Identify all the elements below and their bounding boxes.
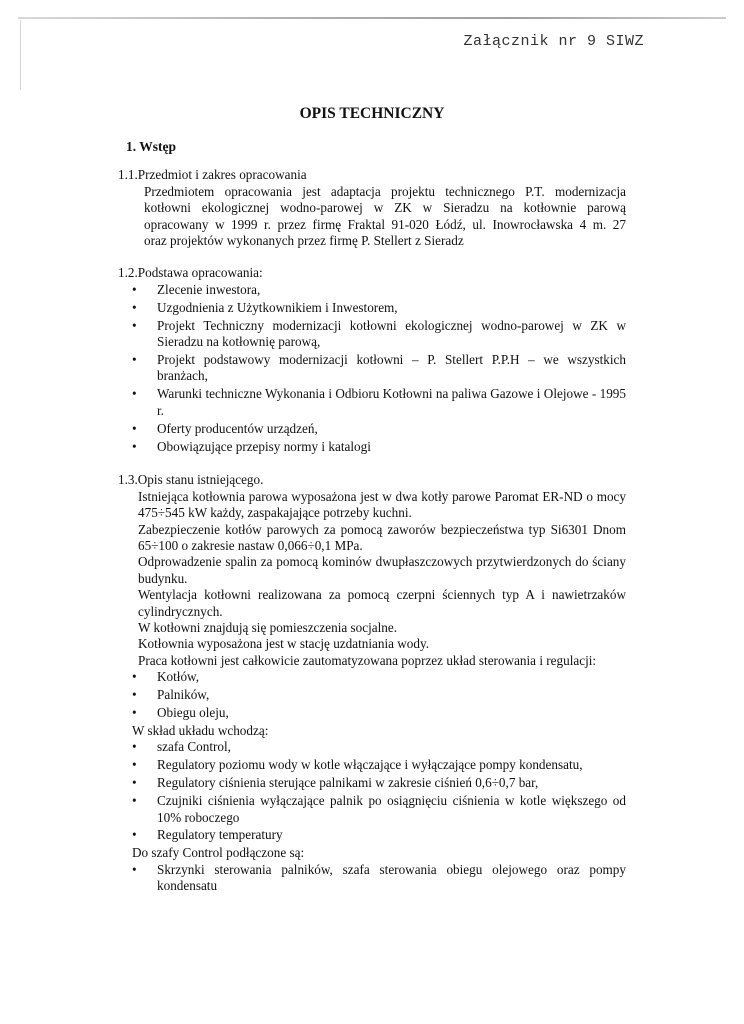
list-item: • Regulatory poziomu wody w kotle włączające i wyłączające pompy kondensatu, (132, 757, 583, 773)
bullet-icon: • (132, 827, 137, 843)
list-item: • Obowiązujące przepisy normy i katalogi (132, 438, 371, 454)
bullet-icon: • (132, 775, 137, 791)
bullet-icon: • (132, 687, 137, 703)
system-list (118, 739, 626, 843)
bullet-icon: • (132, 739, 137, 755)
list-item: • Palników, (132, 687, 210, 703)
scan-edge-left (20, 20, 21, 90)
list-item: • Regulatory temperatury (132, 827, 283, 843)
section-heading-wstep: 1. Wstęp (126, 139, 177, 154)
text-line: oraz projektów wykonanych przez firmę P. Stellert z Sieradz (144, 233, 464, 249)
list-item: • Projekt Techniczny modernizacji kotłowni ekologicznej wodno-parowej w ZK w Sieradzu na kotłownię parową, (132, 317, 626, 350)
subsection-1-1-text (144, 184, 626, 250)
connected-list (118, 862, 626, 895)
paragraph: Istniejąca kotłownia parowa wyposażona jest w dwa kotły parowe Paromat ER-ND o mocy 475÷545 kW każdy, zaspakajające potrzeby kuchni. (138, 488, 626, 521)
bullet-icon: • (132, 351, 137, 367)
bullet-icon: • (132, 317, 137, 333)
bullet-icon: • (132, 861, 137, 877)
list-item: • Kotłów, (132, 669, 200, 685)
paragraph: Kotłownia wyposażona jest w stację uzdatniania wody. (138, 636, 430, 652)
list-item: • Zlecenie inwestora, (132, 281, 261, 297)
text-line: opracowany w 1999 r. przez firmę Fraktal 91-020 Łódź, ul. Inowrocławska 4 m. 27 (144, 216, 626, 232)
attachment-label: Załącznik nr 9 SIWZ (463, 33, 644, 50)
bullet-icon: • (132, 386, 137, 402)
paragraph: Zabezpieczenie kotłów parowych za pomocą zaworów bezpieczeństwa typ Si6301 Dnom 65÷100 o zakresie nastaw 0,066÷0,1 MPa. (138, 521, 626, 554)
bullet-icon: • (132, 281, 137, 297)
paragraph: Praca kotłowni jest całkowicie zautomatyzowana poprzez układ sterowania i regulacji: (138, 652, 597, 668)
connected-intro: Do szafy Control podłączone są: (132, 845, 305, 861)
subsection-heading-1-2: 1.2.Podstawa opracowania: (118, 265, 263, 281)
paragraph: W kotłowni znajdują się pomieszczenia socjalne. (138, 620, 398, 636)
paragraph: Odprowadzenie spalin za pomocą kominów dwupłaszczowych przytwierdzonych do ściany budynku. (138, 554, 626, 586)
basis-list (118, 282, 626, 455)
document-title: OPIS TECHNICZNY (299, 105, 445, 122)
bullet-icon: • (132, 420, 137, 436)
list-item: • Skrzynki sterowania palników, szafa sterowania obiegu olejowego oraz pompy kondensatu (132, 861, 626, 894)
bullet-icon: • (132, 757, 137, 773)
bullet-icon: • (132, 705, 137, 721)
list-item: • Projekt podstawowy modernizacji kotłowni – P. Stellert P.P.H – we wszystkich branżach, (132, 351, 626, 384)
list-item: • Czujniki ciśnienia wyłączające palnik po osiągnięciu ciśnienia w kotle większego od 10% roboczego (132, 793, 626, 825)
text-line: kotłowni ekologicznej wodno-parowej w ZK w Sieradzu na kotłownie parową (144, 200, 626, 216)
bullet-icon: • (132, 299, 137, 315)
list-item: • Warunki techniczne Wykonania i Odbioru Kotłowni na paliwa Gazowe i Olejowe - 1995 r. (132, 386, 626, 418)
paragraph: Wentylacja kotłowni realizowana za pomocą czerpni ściennych typ A i nawietrzaków cylindrycznych. (138, 587, 626, 619)
list-item: • Obiegu oleju, (132, 705, 229, 721)
bullet-icon: • (132, 793, 137, 809)
scan-edge-top (18, 17, 726, 19)
list-item: • Uzgodnienia z Użytkownikiem i Inwestorem, (132, 299, 398, 315)
subsection-heading-1-3: 1.3.Opis stanu istniejącego. (118, 472, 264, 488)
bullet-icon: • (132, 438, 137, 454)
bullet-icon: • (132, 669, 137, 685)
text-line: Przedmiotem opracowania jest adaptacja projektu technicznego P.T. modernizacja (144, 183, 626, 199)
list-item: • Regulatory ciśnienia sterujące palnikami w zakresie ciśnień 0,6÷0,7 bar, (132, 775, 539, 791)
document-body (118, 139, 626, 896)
list-item: • Oferty producentów urządzeń, (132, 420, 318, 436)
system-intro: W skład układu wchodzą: (132, 723, 269, 738)
control-list (118, 669, 626, 721)
list-item: • szafa Control, (132, 739, 231, 755)
subsection-heading-1-1: 1.1.Przedmiot i zakres opracowania (118, 167, 307, 183)
